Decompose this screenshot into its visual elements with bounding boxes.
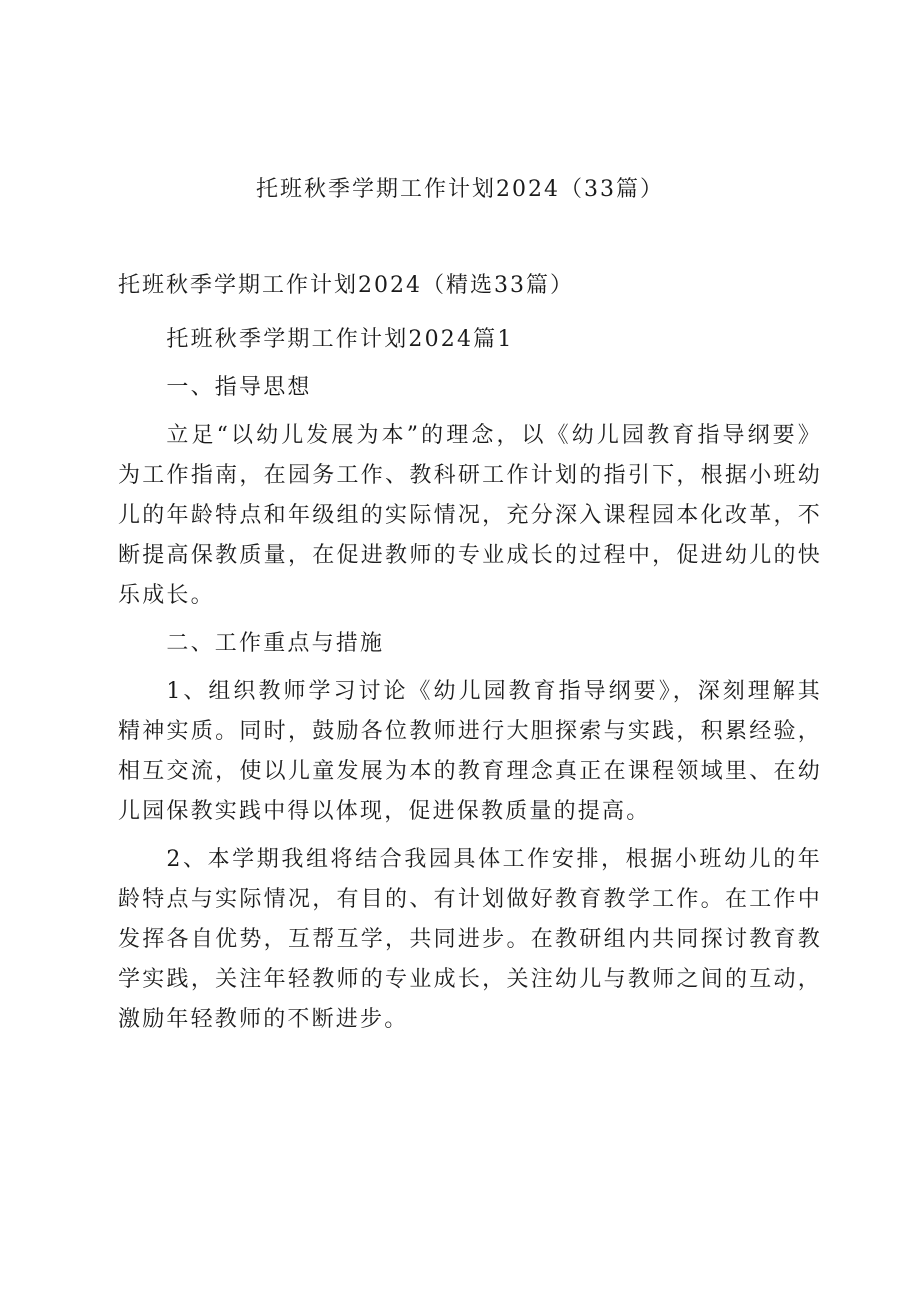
paragraph: 立足“以幼儿发展为本”的理念，以《幼儿园教育指导纲要》为工作指南，在园务工作、教科研工作计划的指引下，根据小班幼儿的年龄特点和年级组的实际情况，充分深入课程园本化改革，不断提高保教质量，在促进教师的专业成长的过程中，促进幼儿的快乐成长。 (118, 423, 822, 608)
document-subtitle: 托班秋季学期工作计划2024（精选33篇） (118, 273, 574, 298)
paragraph: 1、组织教师学习讨论《幼儿园教育指导纲要》，深刻理解其精神实质。同时，鼓励各位教师进行大胆探索与实践，积累经验，相互交流，使以儿童发展为本的教育理念真正在课程领域里、在幼儿园保教实践中得以体现，促进保教质量的提高。 (118, 679, 822, 824)
paragraph: 2、本学期我组将结合我园具体工作安排，根据小班幼儿的年龄特点与实际情况，有目的、有计划做好教育教学工作。在工作中发挥各自优势，互帮互学，共同进步。在教研组内共同探讨教育教学实践，关注年轻教师的专业成长，关注幼儿与教师之间的互动，激励年轻教师的不断进步。 (118, 847, 822, 1032)
document-body (118, 320, 822, 1048)
document-title: 托班秋季学期工作计划2024（33篇） (256, 177, 664, 202)
section-heading-part-1: 托班秋季学期工作计划2024篇1 (166, 327, 514, 352)
section-heading-guiding-thought: 一、指导思想 (166, 375, 312, 400)
section-heading-work-focus: 二、工作重点与措施 (166, 631, 385, 656)
